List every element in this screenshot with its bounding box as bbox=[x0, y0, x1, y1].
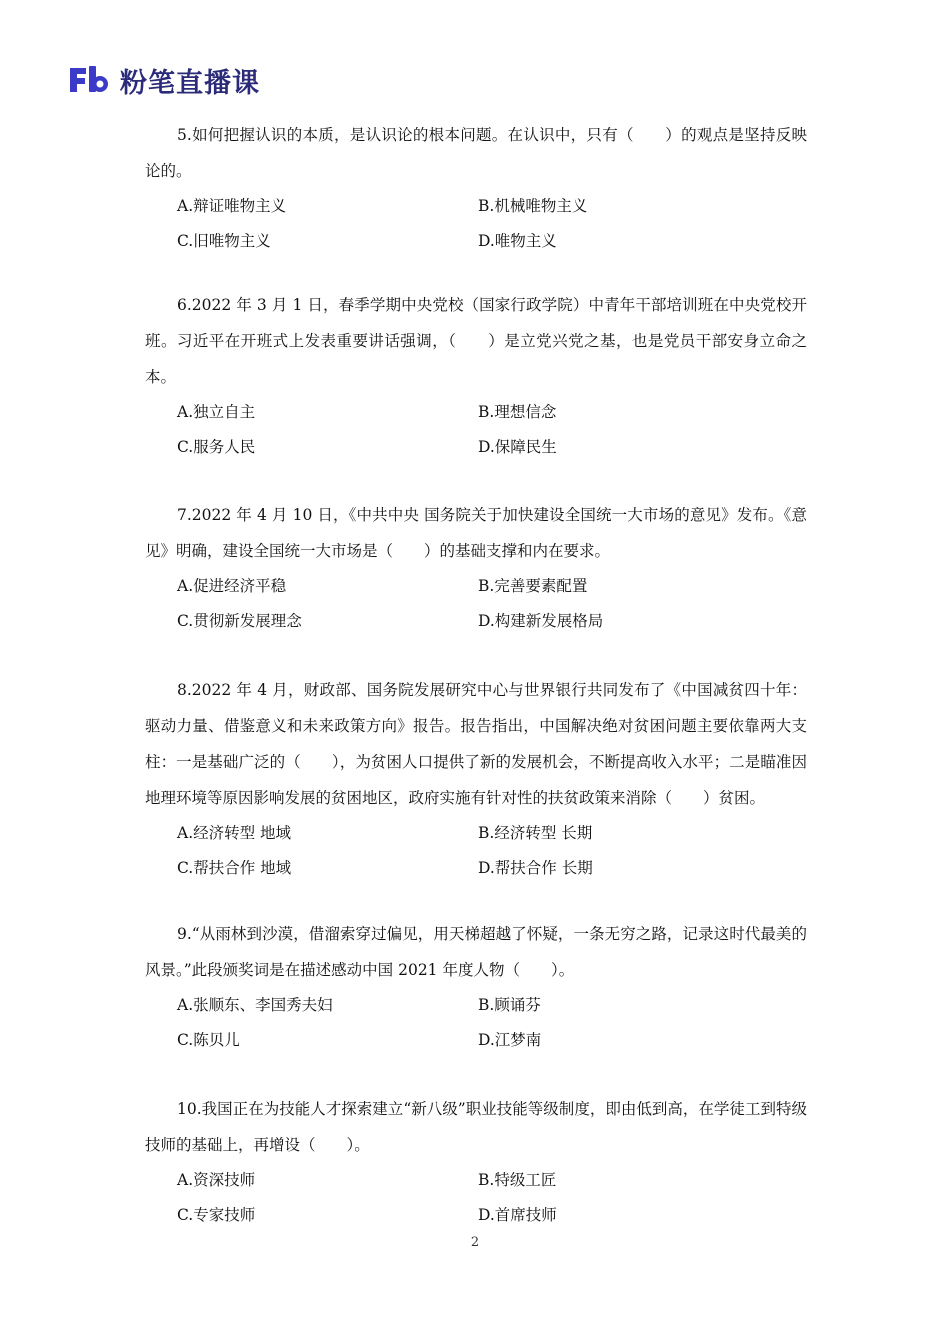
option-a: A.辩证唯物主义 bbox=[177, 197, 287, 215]
options-grid bbox=[145, 988, 807, 1058]
question-5 bbox=[145, 117, 807, 259]
question-10 bbox=[145, 1091, 807, 1233]
page-number: 2 bbox=[470, 1235, 480, 1250]
question-7 bbox=[145, 497, 807, 639]
option-c: C.服务人民 bbox=[177, 438, 256, 456]
option-a: A.资深技师 bbox=[177, 1171, 256, 1189]
question-stem: 7.2022 年 4 月 10 日，《中共中央 国务院关于加快建设全国统一大市场的意见》发布。《意见》明确，建设全国统一大市场是（ ）的基础支撑和内在要求。 bbox=[145, 506, 807, 560]
options-grid bbox=[145, 569, 807, 639]
option-b: B.完善要素配置 bbox=[478, 577, 588, 595]
option-d: D.首席技师 bbox=[478, 1206, 557, 1224]
options-grid bbox=[145, 395, 807, 465]
option-b: B.顾诵芬 bbox=[478, 996, 541, 1014]
option-d: D.唯物主义 bbox=[478, 232, 557, 250]
option-d: D.构建新发展格局 bbox=[478, 612, 604, 630]
options-grid bbox=[145, 816, 807, 886]
brand-header bbox=[66, 62, 260, 98]
option-c: C.专家技师 bbox=[177, 1206, 256, 1224]
question-8 bbox=[145, 672, 807, 886]
question-stem: 5.如何把握认识的本质，是认识论的根本问题。在认识中，只有（ ）的观点是坚持反映论的。 bbox=[145, 126, 807, 180]
question-stem: 9.“从雨林到沙漠，借溜索穿过偏见，用天梯超越了怀疑，一条无穷之路，记录这时代最美的风景。”此段颁奖词是在描述感动中国 2021 年度人物（ ）。 bbox=[145, 925, 807, 979]
question-stem: 6.2022 年 3 月 1 日，春季学期中央党校（国家行政学院）中青年干部培训班在中央党校开班。习近平在开班式上发表重要讲话强调，（ ）是立党兴党之基，也是党员干部安身立命之本。 bbox=[145, 296, 807, 386]
option-c: C.旧唯物主义 bbox=[177, 232, 271, 250]
question-stem: 8.2022 年 4 月，财政部、国务院发展研究中心与世界银行共同发布了《中国减贫四十年：驱动力量、借鉴意义和未来政策方向》报告。报告指出，中国解决绝对贫困问题主要依靠两大支柱：一是基础广泛的（ ），为贫困人口提供了新的发展机会，不断提高收入水平；二是瞄准因地理环境等原因影响发展的贫困地区，政府实施有针对性的扶贫政策来消除（ ）贫困。 bbox=[145, 681, 807, 807]
option-d: D.帮扶合作 长期 bbox=[478, 859, 593, 877]
option-a: A.张顺东、李国秀夫妇 bbox=[177, 996, 333, 1014]
option-b: B.特级工匠 bbox=[478, 1171, 557, 1189]
question-6 bbox=[145, 287, 807, 465]
option-a: A.经济转型 地域 bbox=[177, 824, 292, 842]
option-c: C.陈贝儿 bbox=[177, 1031, 240, 1049]
option-c: C.帮扶合作 地域 bbox=[177, 859, 292, 877]
options-grid bbox=[145, 189, 807, 259]
options-grid bbox=[145, 1163, 807, 1233]
question-9 bbox=[145, 916, 807, 1058]
option-b: B.经济转型 长期 bbox=[478, 824, 593, 842]
option-d: D.江梦南 bbox=[478, 1031, 542, 1049]
option-b: B.机械唯物主义 bbox=[478, 197, 588, 215]
option-b: B.理想信念 bbox=[478, 403, 557, 421]
option-a: A.独立自主 bbox=[177, 403, 256, 421]
option-a: A.促进经济平稳 bbox=[177, 577, 287, 595]
option-d: D.保障民生 bbox=[478, 438, 557, 456]
option-c: C.贯彻新发展理念 bbox=[177, 612, 302, 630]
logo-text: 粉笔直播课 bbox=[120, 67, 260, 99]
question-stem: 10.我国正在为技能人才探索建立“新八级”职业技能等级制度，即由低到高，在学徒工到特级技师的基础上，再增设（ ）。 bbox=[145, 1100, 807, 1154]
fenbi-fb-logo-icon bbox=[66, 64, 112, 96]
